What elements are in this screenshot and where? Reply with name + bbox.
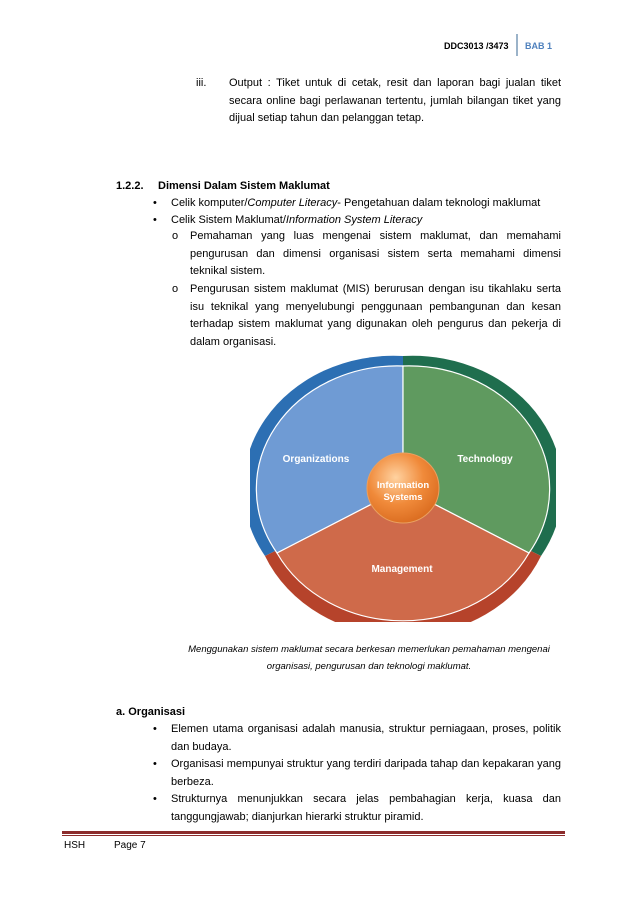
- bullet-dot: •: [153, 758, 157, 770]
- bullet1-prefix: Celik komputer/: [171, 197, 248, 209]
- sub-marker: o: [172, 230, 179, 242]
- information-systems-diagram: [250, 354, 556, 622]
- chapter-label: BAB 1: [525, 41, 553, 51]
- output-text: Output : Tiket untuk di cetak, resit dan laporan bagi jualan tiket secara online bagi perlawanan tertentu, jumlah bilangan tiket yang dijual setiap tahun dan pelanggan tetap.: [229, 77, 561, 124]
- bullet-dot: •: [153, 214, 157, 226]
- organisasi-heading: a. Organisasi: [116, 706, 186, 718]
- label-technology: Technology: [457, 454, 513, 465]
- footer-page-number: Page 7: [114, 840, 146, 851]
- sub-item-1: Pemahaman yang luas mengenai sistem maklumat, dan memahami pengurusan dan dimensi organisasi sistem serta memahami dimensi teknikal sistem.: [190, 230, 561, 277]
- sub-item-2: Pengurusan sistem maklumat (MIS) berurusan dengan isu tikahlaku serta isu teknikal yang menyelubungi penggunaan pembangunan dan kesan terhadap sistem maklumat yang digunakan oleh pengurus dan pekerja di dalam organisasi.: [190, 283, 561, 348]
- bullet2-prefix: Celik Sistem Maklumat/: [171, 214, 286, 226]
- organisasi-item-1: Elemen utama organisasi adalah manusia, struktur perniagaan, proses, politik dan budaya.: [171, 723, 561, 753]
- bullet1-italic: Computer Literacy: [247, 197, 338, 209]
- footer-rule-thick: [62, 831, 565, 834]
- bullet-dot: •: [153, 793, 157, 805]
- bullet-dot: •: [153, 197, 157, 209]
- bullet-is-literacy: [171, 212, 422, 230]
- footer-author: HSH: [64, 840, 86, 851]
- label-organizations: Organizations: [282, 454, 350, 465]
- footer-rule-thin: [62, 835, 565, 836]
- section-title: Dimensi Dalam Sistem Maklumat: [158, 180, 330, 192]
- output-marker: iii.: [196, 77, 207, 89]
- bullet1-suffix: - Pengetahuan dalam teknologi maklumat: [337, 197, 541, 209]
- course-code: DDC3013 /3473: [444, 41, 509, 51]
- organisasi-item-2: Organisasi mempunyai struktur yang terdiri daripada tahap dan kepakaran yang berbeza.: [171, 758, 561, 788]
- caption-line-1: Menggunakan sistem maklumat secara berkesan memerlukan pemahaman mengenai: [188, 644, 550, 655]
- diagram-caption: [150, 641, 588, 675]
- center-label-line1: Information: [376, 480, 430, 491]
- sub-marker: o: [172, 283, 179, 295]
- bullet2-italic: Information System Literacy: [285, 214, 423, 226]
- bullet-dot: •: [153, 723, 157, 735]
- section-number: 1.2.2.: [116, 180, 144, 192]
- header-divider: [516, 34, 518, 56]
- label-management: Management: [371, 564, 433, 575]
- organisasi-item-3: Strukturnya menunjukkan secara jelas pembahagian kerja, kuasa dan tanggungjawab; dianjurkan hierarki struktur piramid.: [171, 793, 561, 823]
- bullet-computer-literacy: [171, 195, 540, 213]
- caption-line-2: organisasi, pengurusan dan teknologi maklumat.: [266, 661, 472, 672]
- center-label-line2: Systems: [383, 492, 423, 503]
